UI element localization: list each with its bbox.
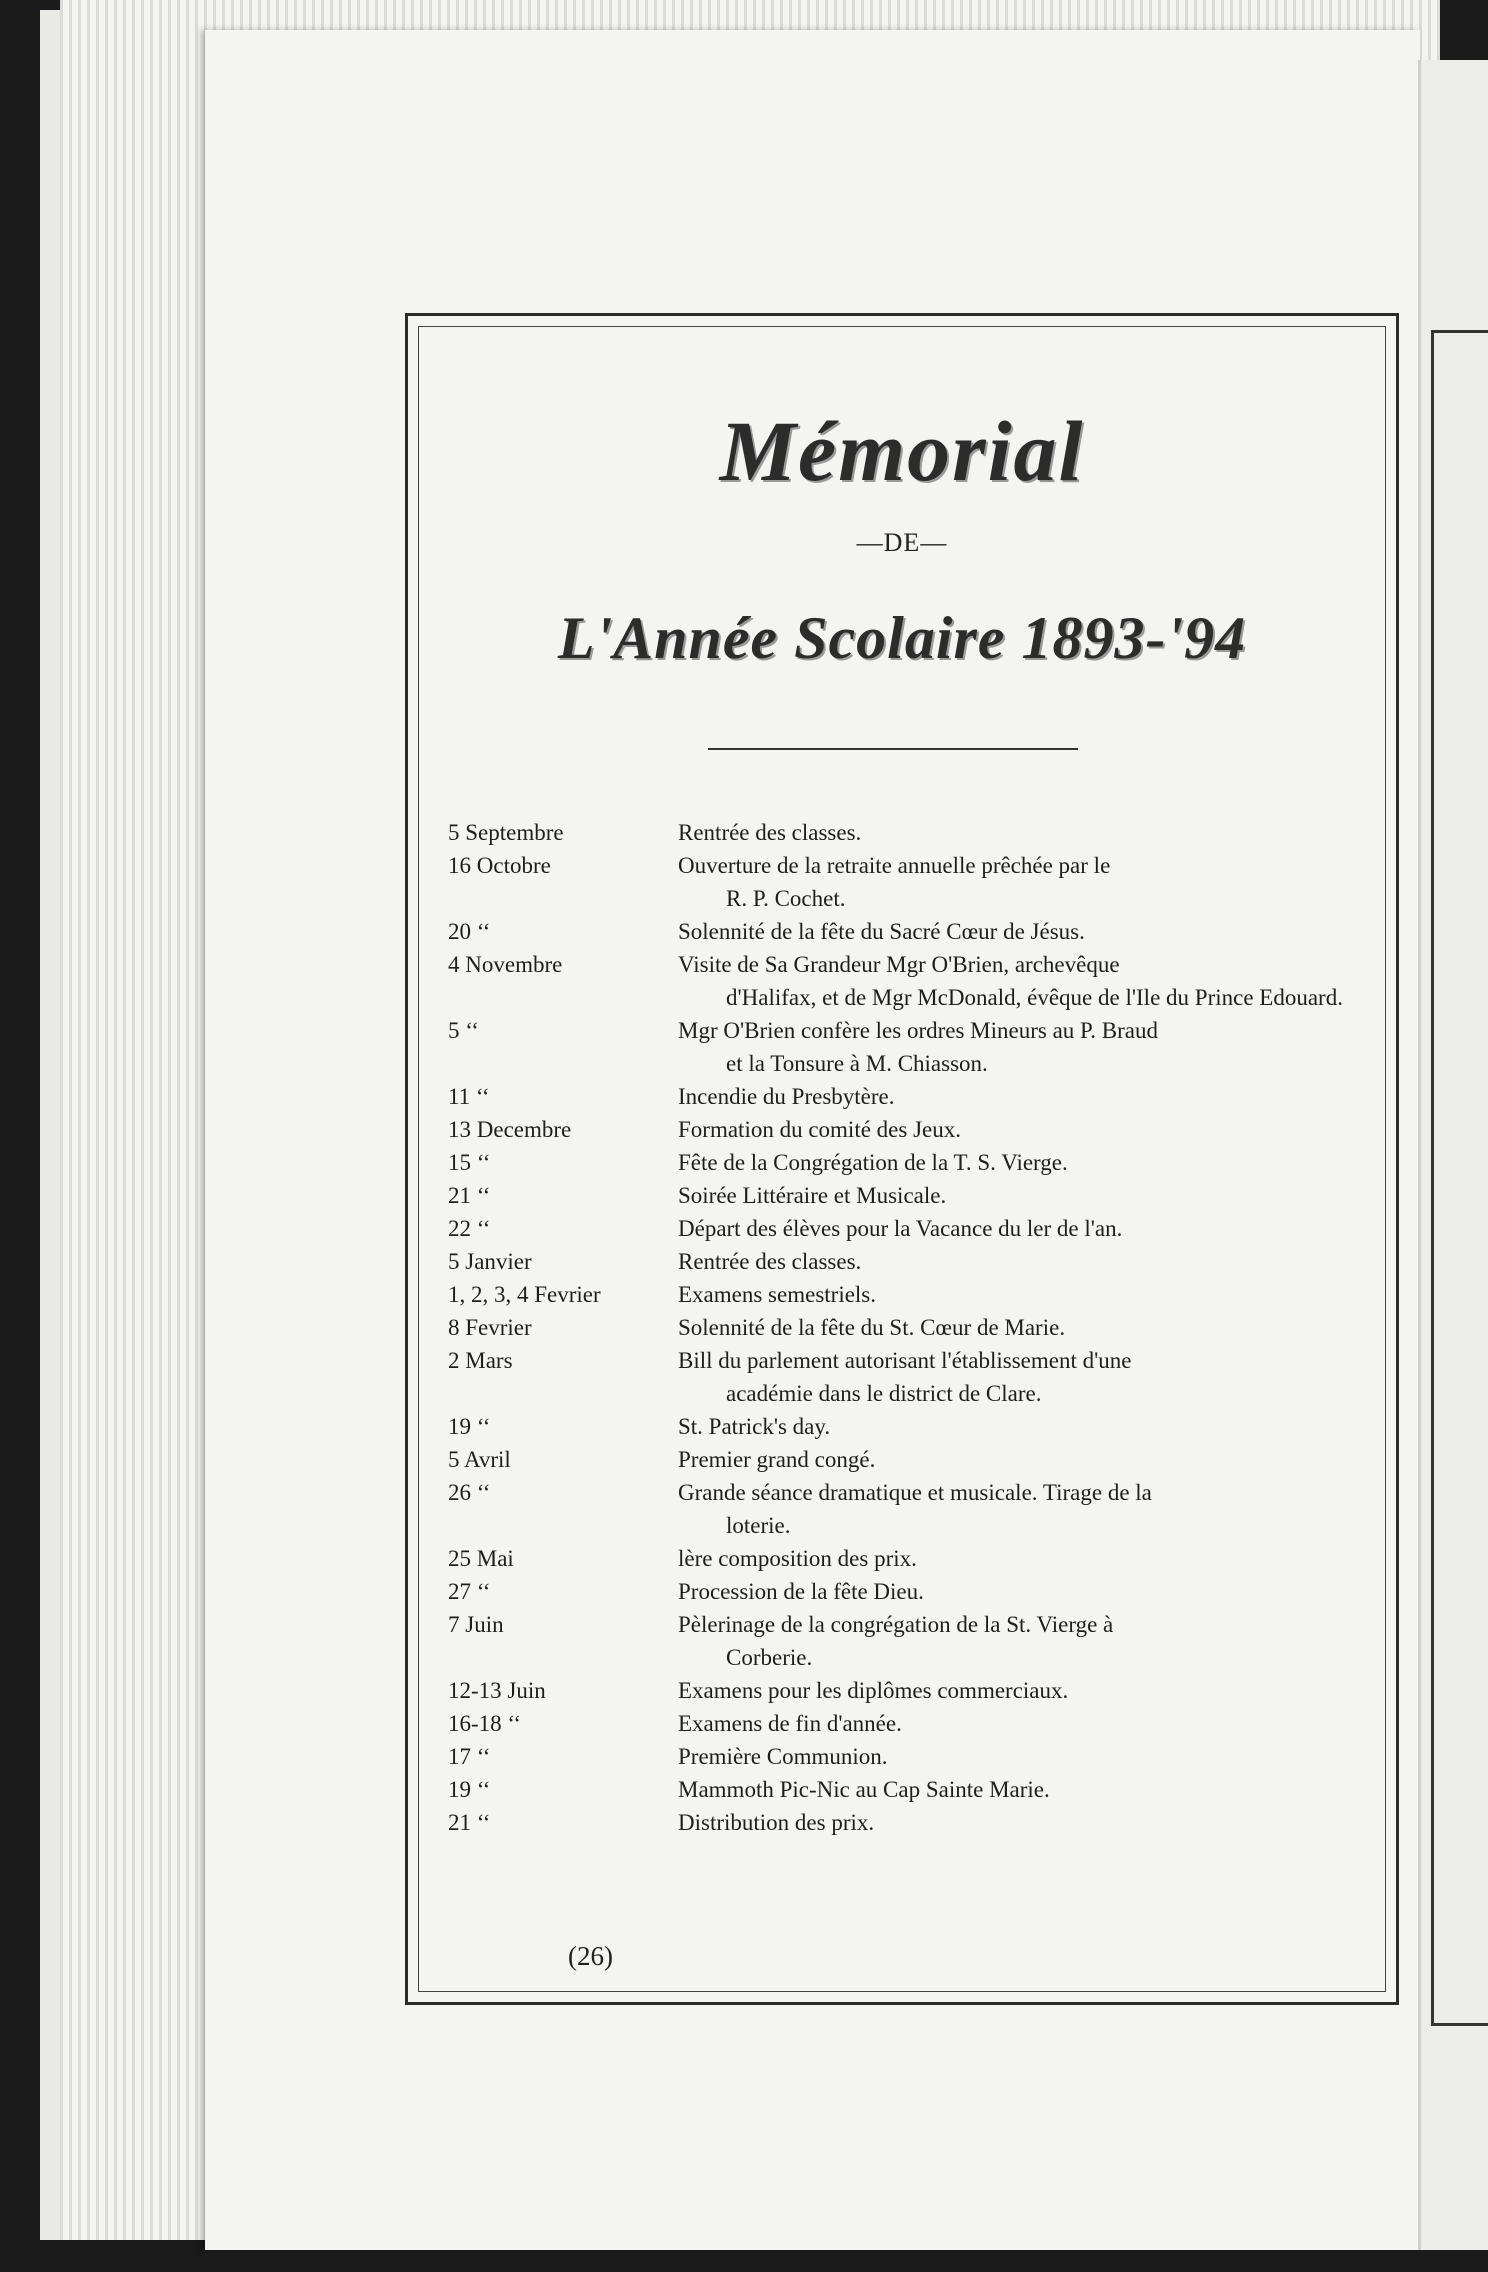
entry-date: 27 ‘‘ — [448, 1579, 491, 1604]
entry-date: 16-18 ‘‘ — [448, 1711, 522, 1736]
calendar-entry — [448, 948, 1368, 1014]
entry-text-line: Procession de la fête Dieu. — [678, 1579, 924, 1604]
entry-text — [678, 1707, 1368, 1740]
entry-text — [678, 1113, 1368, 1146]
entry-text-line: Grande séance dramatique et musicale. Tirage de la — [678, 1480, 1152, 1505]
calendar-entry — [448, 1113, 1368, 1146]
entry-text — [678, 1476, 1368, 1542]
entry-date: 21 ‘‘ — [448, 1183, 491, 1208]
entry-date: 12-13 Juin — [448, 1678, 546, 1703]
entry-text — [678, 1245, 1368, 1278]
entry-date: 5 Septembre — [448, 820, 564, 845]
entry-text — [678, 1674, 1368, 1707]
entry-text — [678, 1740, 1368, 1773]
entry-text-continuation: et la Tonsure à M. Chiasson. — [726, 1051, 988, 1076]
entry-text-line: Incendie du Presbytère. — [678, 1084, 895, 1109]
calendar-entry — [448, 1773, 1368, 1806]
page-subtitle: L'Année Scolaire 1893-'94 — [557, 605, 1247, 671]
entry-text — [678, 1443, 1368, 1476]
calendar-entry — [448, 1542, 1368, 1575]
entry-text — [678, 1344, 1368, 1410]
entry-text-line: Solennité de la fête du Sacré Cœur de Jésus. — [678, 919, 1085, 944]
entry-text — [678, 1806, 1368, 1839]
calendar-entry — [448, 1212, 1368, 1245]
page-number: (26) — [568, 1941, 613, 1971]
entry-text — [678, 849, 1368, 915]
entry-text-line: Distribution des prix. — [678, 1810, 875, 1835]
calendar-entry — [448, 849, 1368, 915]
calendar-entry — [448, 1806, 1368, 1839]
entry-date: 11 ‘‘ — [448, 1084, 490, 1109]
entry-date: 19 ‘‘ — [448, 1414, 491, 1439]
entry-text — [678, 1278, 1368, 1311]
entry-date: 15 ‘‘ — [448, 1150, 491, 1175]
entry-text — [678, 1773, 1368, 1806]
memorial-frame — [405, 313, 1399, 2005]
entry-text-line: Rentrée des classes. — [678, 1249, 862, 1274]
calendar-entry — [448, 1443, 1368, 1476]
entry-text-line: Examens de fin d'année. — [678, 1711, 902, 1736]
entry-date: 16 Octobre — [448, 853, 551, 878]
entry-text-line: Mammoth Pic-Nic au Cap Sainte Marie. — [678, 1777, 1050, 1802]
calendar-entry — [448, 915, 1368, 948]
entry-date: 1, 2, 3, 4 Fevrier — [448, 1282, 601, 1307]
entry-text — [678, 1146, 1368, 1179]
entry-text-line: Bill du parlement autorisant l'établissement d'une — [678, 1348, 1132, 1373]
entry-date: 21 ‘‘ — [448, 1810, 491, 1835]
entry-text — [678, 1311, 1368, 1344]
entry-text-line: Premier grand congé. — [678, 1447, 876, 1472]
entry-text-continuation: R. P. Cochet. — [726, 886, 846, 911]
entry-text-continuation: Corberie. — [726, 1645, 813, 1670]
entry-text — [678, 1014, 1368, 1080]
entry-text-line: Ouverture de la retraite annuelle prêchée par le — [678, 853, 1111, 878]
entry-date: 26 ‘‘ — [448, 1480, 491, 1505]
entry-text-continuation: académie dans le district de Clare. — [726, 1381, 1042, 1406]
entry-text-line: Pèlerinage de la congrégation de la St. Vierge à — [678, 1612, 1114, 1637]
entry-date: 5 ‘‘ — [448, 1018, 479, 1043]
entry-date: 2 Mars — [448, 1348, 513, 1373]
entry-text-continuation: loterie. — [726, 1513, 791, 1538]
entry-text — [678, 1410, 1368, 1443]
calendar-entry — [448, 1278, 1368, 1311]
entry-text-line: Fête de la Congrégation de la T. S. Vierge. — [678, 1150, 1068, 1175]
entry-text-line: Première Communion. — [678, 1744, 888, 1769]
calendar-entry — [448, 1344, 1368, 1410]
calendar-entry — [448, 1575, 1368, 1608]
entry-text — [678, 1212, 1368, 1245]
entry-date: 19 ‘‘ — [448, 1777, 491, 1802]
entry-text — [678, 1542, 1368, 1575]
calendar-entry — [448, 1476, 1368, 1542]
entry-text-line: Soirée Littéraire et Musicale. — [678, 1183, 947, 1208]
calendar-entry — [448, 1179, 1368, 1212]
calendar-entry — [448, 1311, 1368, 1344]
entry-date: 20 ‘‘ — [448, 919, 491, 944]
entry-text-line: Départ des élèves pour la Vacance du ler de l'an. — [678, 1216, 1123, 1241]
entry-text-line: Mgr O'Brien confère les ordres Mineurs au P. Braud — [678, 1018, 1159, 1043]
entry-text-line: St. Patrick's day. — [678, 1414, 831, 1439]
entry-date: 7 Juin — [448, 1612, 504, 1637]
calendar-entry — [448, 1707, 1368, 1740]
page-title: Mémorial — [719, 403, 1085, 499]
title-connector: —DE— — [856, 528, 948, 557]
entry-text — [678, 1080, 1368, 1113]
entry-text — [678, 816, 1368, 849]
calendar-entry — [448, 816, 1368, 849]
entry-text — [678, 1608, 1368, 1674]
entry-text-line: Examens semestriels. — [678, 1282, 877, 1307]
calendar-entry — [448, 1080, 1368, 1113]
entry-text — [678, 1179, 1368, 1212]
entry-text-continuation: d'Halifax, et de Mgr McDonald, évêque de l'Ile du Prince Edouard. — [726, 985, 1343, 1010]
calendar-entry — [448, 1740, 1368, 1773]
facing-page-edge — [1418, 60, 1488, 2250]
entry-date: 25 Mai — [448, 1546, 514, 1571]
entry-text — [678, 915, 1368, 948]
facing-page-frame — [1431, 330, 1488, 2026]
calendar-entry — [448, 1674, 1368, 1707]
entry-text-line: Formation du comité des Jeux. — [678, 1117, 961, 1142]
calendar-entry — [448, 1146, 1368, 1179]
entry-date: 13 Decembre — [448, 1117, 572, 1142]
entry-date: 22 ‘‘ — [448, 1216, 491, 1241]
entry-text-line: Visite de Sa Grandeur Mgr O'Brien, archevêque — [678, 952, 1120, 977]
entry-date: 17 ‘‘ — [448, 1744, 491, 1769]
entry-date: 5 Avril — [448, 1447, 511, 1472]
calendar-list — [448, 816, 1368, 1839]
calendar-entry — [448, 1410, 1368, 1443]
entry-text — [678, 948, 1368, 1014]
entry-text — [678, 1575, 1368, 1608]
entry-date: 4 Novembre — [448, 952, 563, 977]
calendar-entry — [448, 1608, 1368, 1674]
entry-text-line: Solennité de la fête du St. Cœur de Marie. — [678, 1315, 1066, 1340]
entry-text-line: Rentrée des classes. — [678, 820, 862, 845]
entry-date: 8 Fevrier — [448, 1315, 532, 1340]
entry-date: 5 Janvier — [448, 1249, 532, 1274]
title-divider — [708, 748, 1078, 750]
entry-text-line: Examens pour les diplômes commerciaux. — [678, 1678, 1069, 1703]
calendar-entry — [448, 1014, 1368, 1080]
calendar-entry — [448, 1245, 1368, 1278]
entry-text-line: lère composition des prix. — [678, 1546, 917, 1571]
